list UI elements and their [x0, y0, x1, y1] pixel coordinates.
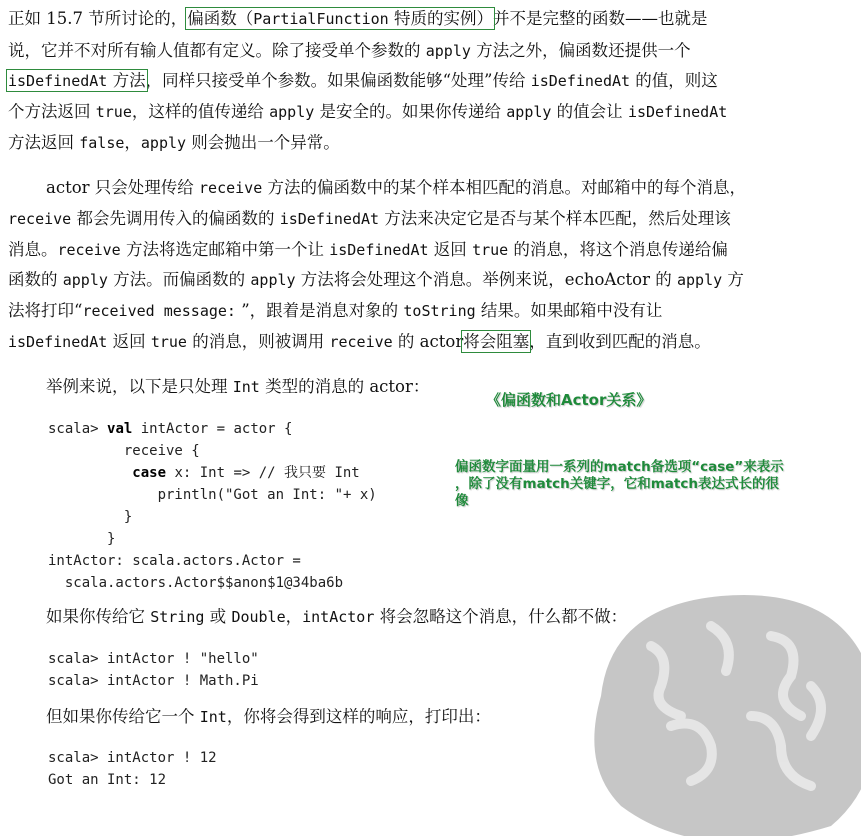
p2-line-1 [46, 175, 746, 201]
code-inline: isDefinedAt [279, 210, 380, 228]
p2-line-3 [8, 237, 728, 263]
text: 方法将选定邮箱中第一个让 [120, 240, 330, 259]
highlight-isdefinedat [8, 71, 146, 90]
code-indent [48, 465, 132, 481]
text: 的值，则这 [630, 71, 718, 90]
text: 方法之外，偏函数还提供一个 [470, 41, 691, 60]
code-line: println("Got an Int: "+ x) [48, 487, 377, 503]
note-line: 像 [455, 493, 469, 509]
text: 方法来决定它是否与某个样本匹配，然后处理该 [379, 209, 731, 228]
text: 个方法返回 [8, 102, 96, 121]
text: 则会抛出一个异常。 [186, 133, 340, 152]
keyword: val [107, 421, 133, 437]
p3-line [46, 374, 429, 400]
p2-line-5 [8, 298, 662, 324]
text: 消息。 [8, 240, 58, 259]
text: ，你将会得到这样的响应，打印出： [226, 707, 491, 726]
p2-line-4 [8, 267, 744, 293]
code-line [48, 462, 377, 484]
code-text: scala> [48, 421, 108, 437]
note-line: 偏函数字面量用一系列的match备选项“case”来表示 [455, 459, 784, 475]
code-inline: true [95, 103, 132, 121]
text: ，直到收到匹配的消息。 [529, 332, 711, 351]
code-line: scala> intActor ! "hello" [48, 651, 259, 667]
text: 的 actor [392, 332, 464, 351]
text: 正如 15.7 节所讨论的， [8, 9, 188, 28]
code-line: } [48, 531, 116, 547]
text: ，这样的值传递给 [131, 102, 270, 121]
text: 并不是完整的函数——也就是 [492, 9, 708, 28]
p1-line-3 [8, 68, 718, 94]
text: 方法返回 [8, 133, 80, 152]
code-inline: apply [676, 271, 723, 289]
highlight-block: 将会阻塞 [463, 332, 530, 351]
annotation-title: 《偏函数和Actor关系》 [486, 391, 652, 409]
code-inline: receive [329, 333, 393, 351]
annotation-note [455, 459, 855, 510]
text: 返回 [428, 240, 473, 259]
code-inline: apply [62, 271, 108, 289]
code-inline: toString [403, 302, 476, 320]
p1-line-4 [8, 99, 727, 125]
code-inline: received message: [82, 302, 236, 320]
p2-line-2 [8, 206, 731, 232]
text: 的消息，则被调用 [186, 332, 330, 351]
code-inline: apply [140, 134, 187, 152]
code-text: x: Int => // 我只要 Int [166, 465, 360, 481]
code-inline: receive [199, 179, 263, 197]
text: 法将打印“ [8, 301, 83, 320]
text: 的消息，将这个消息传递给偏 [508, 240, 728, 259]
highlight-partial-function [187, 9, 493, 28]
code-block-2 [48, 648, 259, 692]
text: 将会忽略这个消息，什么都不做： [374, 607, 628, 626]
text: ，同样只接受单个参数。如果偏函数能够“处理”传给 [145, 71, 531, 90]
code-inline: receive [57, 241, 121, 259]
text: 都会先调用传入的偏函数的 [71, 209, 280, 228]
code-inline: Double [231, 608, 286, 626]
code-line: scala.actors.Actor$$anon$1@34ba6b [48, 575, 344, 591]
text: 方法将会处理这个消息。举例来说，echoActor 的 [295, 270, 677, 289]
text: 说，它并不对所有输人值都有定义。除了接受单个参数的 [8, 41, 426, 60]
code-inline: isDefinedAt [329, 241, 429, 259]
code-inline: true [472, 241, 509, 259]
code-inline: apply [250, 271, 296, 289]
code-block-1 [48, 418, 377, 594]
code-inline: Int [232, 378, 260, 396]
text: 或 [204, 607, 232, 626]
keyword: case [132, 465, 167, 481]
code-inline: receive [8, 210, 72, 228]
code-inline: isDefinedAt [8, 333, 108, 351]
text: actor 只会处理传给 [46, 178, 200, 197]
code-line: intActor: scala.actors.Actor = [48, 553, 301, 569]
p4-line [46, 604, 627, 630]
seal-stamp-watermark [581, 576, 861, 836]
code-inline: isDefinedAt [530, 72, 631, 90]
text: 返回 [107, 332, 151, 351]
code-inline: false [79, 134, 125, 152]
p1-line-2 [8, 38, 691, 64]
code-inline: PartialFunction [253, 10, 389, 28]
text: 方法 [107, 71, 146, 90]
code-inline: true [150, 333, 187, 351]
text: 方 [722, 270, 744, 289]
note-line: ，除了没有match关键字，它和match表达式长的很 [455, 476, 779, 492]
code-line: scala> intActor ! Math.Pi [48, 673, 259, 689]
p2-line-6 [8, 329, 711, 355]
code-inline: String [150, 608, 205, 626]
text: 特质的实例） [388, 9, 493, 28]
code-block-3 [48, 747, 217, 791]
code-line [48, 418, 377, 440]
code-inline: Int [199, 708, 227, 726]
code-inline: apply [269, 103, 315, 121]
p5-line [46, 704, 491, 730]
text: 方法的偏函数中的某个样本相匹配的消息。对邮箱中的每个消息， [262, 178, 746, 197]
text: 函数的 [8, 270, 63, 289]
p1-line-1 [8, 6, 707, 32]
text: ”，跟着是消息对象的 [235, 301, 404, 320]
text: 的值会让 [551, 102, 628, 121]
code-inline: isDefinedAt [627, 103, 728, 121]
code-inline: apply [425, 42, 471, 60]
text: 是安全的。如果你传递给 [314, 102, 507, 121]
p1-line-5 [8, 130, 340, 156]
text: 举例来说，以下是只处理 [46, 377, 233, 396]
code-line: scala> intActor ! 12 [48, 750, 217, 766]
text: 偏函数（ [187, 9, 254, 28]
code-line: Got an Int: 12 [48, 772, 167, 788]
code-inline: intActor [302, 608, 375, 626]
text: 类型的消息的 actor： [259, 377, 430, 396]
code-inline: apply [506, 103, 552, 121]
code-text: intActor = actor { [132, 421, 293, 437]
text: ， [124, 133, 141, 152]
code-line: receive { [48, 443, 200, 459]
text: 结果。如果邮箱中没有让 [475, 301, 663, 320]
text: ， [285, 607, 303, 626]
text: 但如果你传给它一个 [46, 707, 200, 726]
code-inline: isDefinedAt [8, 72, 108, 90]
text: 如果你传给它 [46, 607, 151, 626]
code-line: } [48, 509, 133, 525]
text: 方法。而偏函数的 [107, 270, 251, 289]
